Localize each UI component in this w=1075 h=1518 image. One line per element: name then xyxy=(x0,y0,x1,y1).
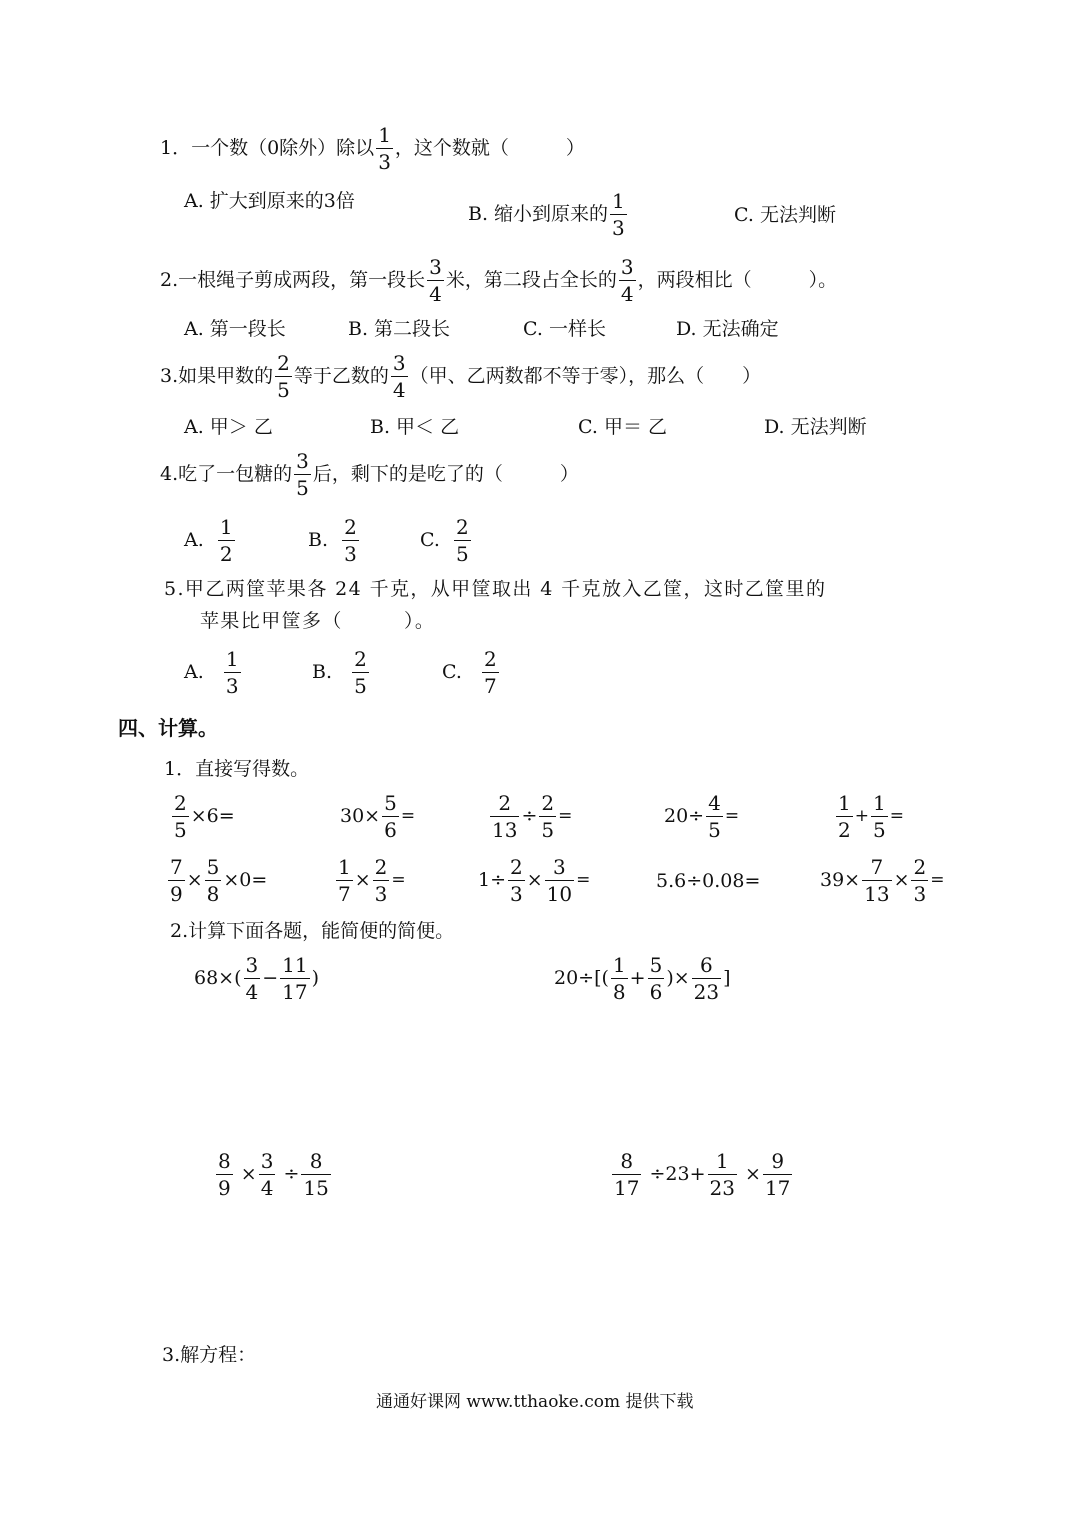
question-2: 2.一根绳子剪成两段，第一段长 $\frac{3}{4}$ 米，第二段占全长的 $\frac{3}{4}$ ，两段相比（ ）。 xyxy=(160,255,838,306)
question-5-line2: 苹果比甲筐多（ ）。 xyxy=(200,610,436,632)
q5-option-b: B. $\frac{2}{5}$ xyxy=(312,647,367,698)
question-3: 3.如果甲数的 $\frac{2}{5}$ 等于乙数的 $\frac{3}{4}$ （甲、乙两数都不等于零），那么（ ） xyxy=(160,351,762,402)
calc-r2-2: $\frac{1}{7}$ × $\frac{2}{3}$ = xyxy=(338,855,406,906)
calc-r1-3: $\frac{2}{13}$ ÷ $\frac{2}{5}$ = xyxy=(492,791,573,842)
calc-r1-1: $\frac{2}{5}$ ×6= xyxy=(174,791,235,842)
q1-text: 1．一个数（0除外）除以 xyxy=(160,137,375,159)
q4-option-a: A. $\frac{1}{2}$ xyxy=(184,515,233,566)
calc-r2-1: $\frac{7}{9}$ × $\frac{5}{8}$ ×0= xyxy=(170,855,268,906)
calc-r1-5: $\frac{1}{2}$ + $\frac{1}{5}$ = xyxy=(838,791,904,842)
q2-option-a: A. 第一段长 xyxy=(184,318,286,340)
q1-option-a: A. 扩大到原来的3倍 xyxy=(184,190,355,212)
calc-r2-3: 1÷ $\frac{2}{3}$ × $\frac{3}{10}$ = xyxy=(478,855,591,906)
expr-4: $\frac{8}{17}$ ÷23+ $\frac{1}{23}$ × $\frac{9}{17}$ xyxy=(614,1149,791,1200)
q1-fraction: $\frac{1}{3}$ xyxy=(378,123,391,174)
q1-option-b: B. 缩小到原来的 $\frac{1}{3}$ xyxy=(468,189,625,240)
q1-text-end: ，这个数就（ ） xyxy=(394,137,585,159)
part-1-title: 1．直接写得数。 xyxy=(164,758,310,780)
q2-option-b: B. 第二段长 xyxy=(348,318,451,340)
q5-option-a: A. $\frac{1}{3}$ xyxy=(184,647,239,698)
expr-2: 20÷[( $\frac{1}{8}$ + $\frac{5}{6}$ )× $\frac{6}{23}$ ] xyxy=(554,953,731,1004)
q3-option-d: D. 无法判断 xyxy=(764,416,867,438)
part-2-title: 2.计算下面各题，能简便的简便。 xyxy=(170,920,455,942)
question-1 xyxy=(160,124,585,173)
q5-option-c: C. $\frac{2}{7}$ xyxy=(442,647,497,698)
q4-option-b: B. $\frac{2}{3}$ xyxy=(308,515,357,566)
q3-option-a: A. 甲＞ 乙 xyxy=(184,416,273,438)
part-3-title: 3.解方程： xyxy=(162,1344,257,1366)
q3-option-b: B. 甲＜ 乙 xyxy=(370,416,460,438)
calc-r2-5: 39× $\frac{7}{13}$ × $\frac{2}{3}$ = xyxy=(820,855,945,906)
expr-3: $\frac{8}{9}$ × $\frac{3}{4}$ ÷ $\frac{8}{15}$ xyxy=(218,1149,329,1200)
page-footer: 通通好课网 www.tthaoke.com 提供下载 xyxy=(376,1392,694,1412)
question-5-line1: 5.甲乙两筐苹果各 24 千克，从甲筐取出 4 千克放入乙筐，这时乙筐里的 xyxy=(164,578,827,600)
calc-r1-4: 20÷ $\frac{4}{5}$ = xyxy=(664,791,740,842)
q4-option-c: C. $\frac{2}{5}$ xyxy=(420,515,469,566)
calc-r2-4: 5.6÷0.08= xyxy=(656,870,761,892)
section-4-heading: 四、计算。 xyxy=(118,716,218,740)
q1-option-c: C. 无法判断 xyxy=(734,204,836,226)
q2-option-c: C. 一样长 xyxy=(523,318,606,340)
calc-r1-2: 30× $\frac{5}{6}$ = xyxy=(340,791,416,842)
q2-option-d: D. 无法确定 xyxy=(676,318,779,340)
question-4: 4.吃了一包糖的 $\frac{3}{5}$ 后，剩下的是吃了的（ ） xyxy=(160,449,579,500)
expr-1: 68×( $\frac{3}{4}$ − $\frac{11}{17}$ ) xyxy=(194,953,320,1004)
q3-option-c: C. 甲＝ 乙 xyxy=(578,416,667,438)
